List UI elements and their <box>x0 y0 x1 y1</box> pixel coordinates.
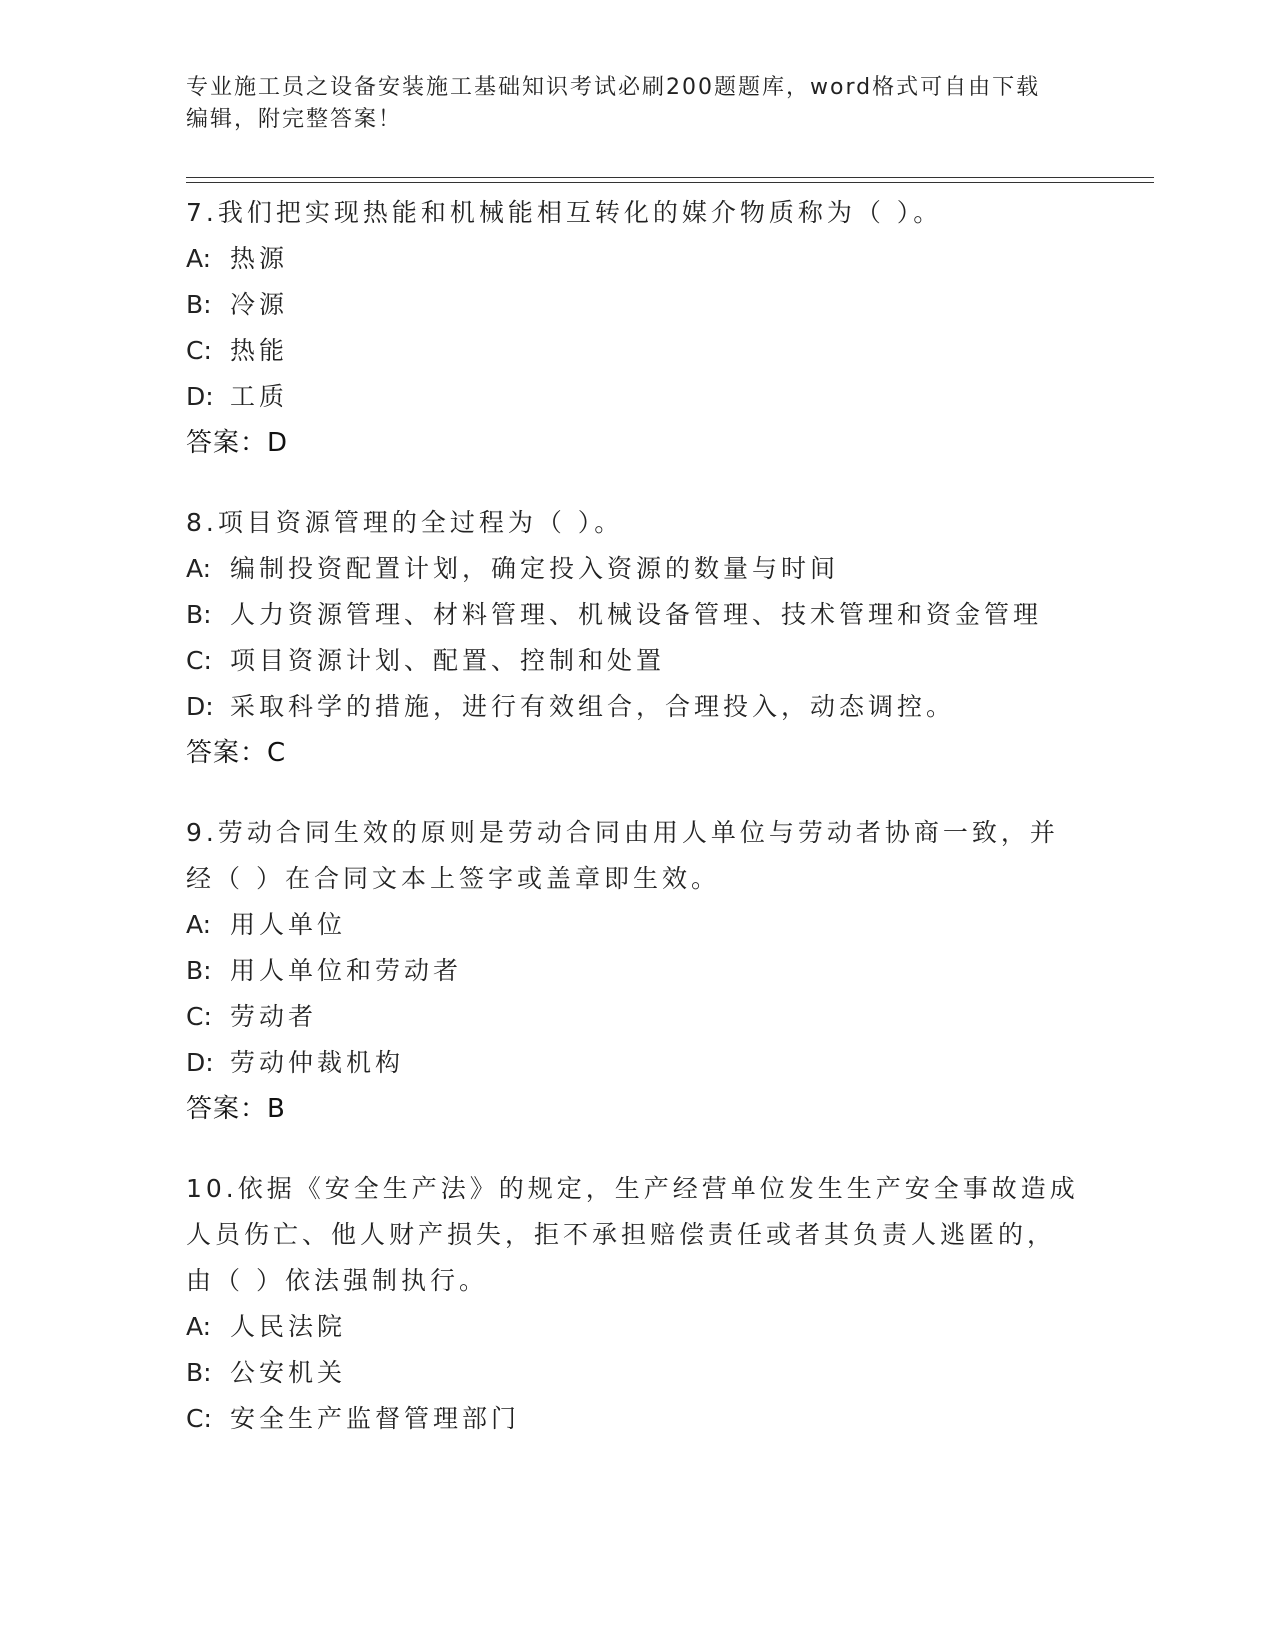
answer-key: 答案：B <box>186 1094 286 1124</box>
question-list <box>186 190 1146 1476</box>
option-letter: D: <box>186 1048 214 1077</box>
option-letter: C: <box>186 646 212 675</box>
header-divider <box>186 177 1154 178</box>
question-text: 10.依据《安全生产法》的规定，生产经营单位发生生产安全事故造成 <box>186 1174 1079 1203</box>
option-letter: B: <box>186 290 212 319</box>
option-letter: B: <box>186 1358 212 1387</box>
answer-option <box>186 592 1146 638</box>
answer-option <box>186 546 1146 592</box>
option-text: 安全生产监督管理部门 <box>230 1404 521 1433</box>
option-letter: C: <box>186 336 212 365</box>
answer-option <box>186 902 1146 948</box>
option-text: 编制投资配置计划，确定投入资源的数量与时间 <box>230 554 840 583</box>
header-divider <box>186 182 1154 183</box>
option-text: 采取科学的措施，进行有效组合，合理投入，动态调控。 <box>230 692 956 721</box>
answer-option <box>186 374 1146 420</box>
option-letter: B: <box>186 956 212 985</box>
answer-option <box>186 994 1146 1040</box>
answer-key: 答案：C <box>186 738 287 768</box>
question-text: 人员伤亡、他人财产损失，拒不承担赔偿责任或者其负责人逃匿的， <box>186 1220 1057 1249</box>
option-text: 热能 <box>230 336 289 365</box>
answer-option <box>186 282 1146 328</box>
option-text: 冷源 <box>230 290 289 319</box>
option-text: 劳动仲裁机构 <box>230 1048 405 1077</box>
option-text: 用人单位和劳动者 <box>230 956 463 985</box>
answer-option <box>186 328 1146 374</box>
option-text: 项目资源计划、配置、控制和处置 <box>230 646 666 675</box>
answer-option <box>186 1350 1146 1396</box>
option-letter: D: <box>186 382 214 411</box>
option-letter: A: <box>186 244 212 273</box>
question-block <box>186 500 1146 776</box>
option-letter: A: <box>186 910 212 939</box>
header-line: 专业施工员之设备安装施工基础知识考试必刷200题题库，word格式可自由下载 <box>186 75 1041 100</box>
option-letter: A: <box>186 1312 212 1341</box>
answer-option <box>186 684 1146 730</box>
option-letter: D: <box>186 692 214 721</box>
answer-option <box>186 1040 1146 1086</box>
option-text: 用人单位 <box>230 910 347 939</box>
option-letter: C: <box>186 1002 212 1031</box>
answer-key: 答案：D <box>186 428 289 458</box>
header-line: 编辑，附完整答案！ <box>186 107 403 132</box>
question-block <box>186 1166 1146 1442</box>
question-text: 7.我们把实现热能和机械能相互转化的媒介物质称为（ ）。 <box>186 198 943 227</box>
option-letter: B: <box>186 600 212 629</box>
answer-option <box>186 1396 1146 1442</box>
option-letter: C: <box>186 1404 212 1433</box>
question-block <box>186 810 1146 1132</box>
question-text: 由（ ）依法强制执行。 <box>186 1266 488 1295</box>
option-text: 人民法院 <box>230 1312 347 1341</box>
answer-option <box>186 1304 1146 1350</box>
option-text: 热源 <box>230 244 289 273</box>
answer-option <box>186 638 1146 684</box>
answer-option <box>186 236 1146 282</box>
option-text: 劳动者 <box>230 1002 318 1031</box>
document-header <box>186 72 1086 136</box>
answer-option <box>186 948 1146 994</box>
option-letter: A: <box>186 554 212 583</box>
question-text: 9.劳动合同生效的原则是劳动合同由用人单位与劳动者协商一致，并 <box>186 818 1059 847</box>
question-block <box>186 190 1146 466</box>
option-text: 人力资源管理、材料管理、机械设备管理、技术管理和资金管理 <box>230 600 1043 629</box>
question-text: 8.项目资源管理的全过程为（ ）。 <box>186 508 624 537</box>
option-text: 工质 <box>230 382 289 411</box>
question-text: 经（ ）在合同文本上签字或盖章即生效。 <box>186 864 720 893</box>
option-text: 公安机关 <box>230 1358 347 1387</box>
